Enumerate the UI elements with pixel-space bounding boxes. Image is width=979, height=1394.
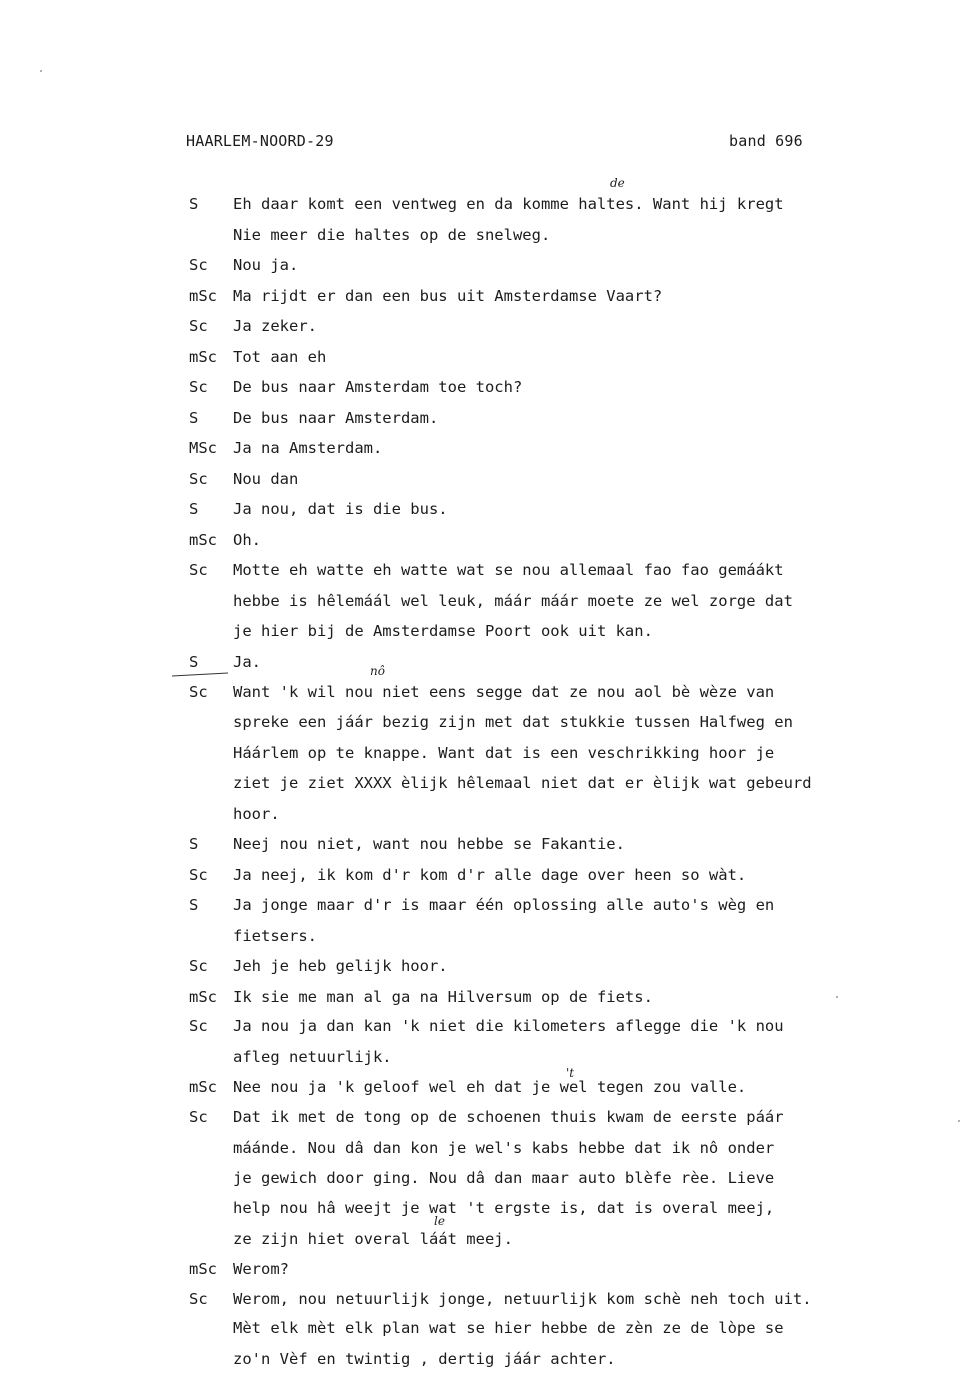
transcript-line — [0, 954, 979, 978]
transcript-line — [0, 589, 979, 613]
utterance-text: Jeh je heb gelijk hoor. — [233, 957, 448, 975]
utterance-text: Motte eh watte eh watte wat se nou allemaal fao fao gemáákt — [233, 561, 784, 579]
utterance-text: je gewich door ging. Nou dâ dan maar auto blèfe rèe. Lieve — [233, 1169, 775, 1187]
transcript-line — [0, 192, 979, 216]
transcript-line — [0, 832, 979, 856]
speaker-label: Sc — [189, 957, 208, 975]
transcript-line — [0, 497, 979, 521]
transcript-line — [0, 314, 979, 338]
utterance-text: Nou ja. — [233, 256, 299, 274]
document-title: HAARLEM-NOORD-29 — [186, 132, 334, 150]
speaker-label: S — [189, 500, 199, 518]
transcript-line — [0, 1166, 979, 1190]
speaker-label: MSc — [189, 439, 217, 457]
band-number: band 696 — [729, 132, 803, 150]
transcript-line — [0, 1045, 979, 1069]
speaker-label: S — [189, 653, 199, 671]
speaker-label: mSc — [189, 1260, 217, 1278]
speaker-label: S — [189, 835, 199, 853]
speaker-label: Sc — [189, 683, 208, 701]
transcript-line — [0, 650, 979, 674]
utterance-text: hebbe is hêlemáál wel leuk, máár máár moete ze wel zorge dat — [233, 592, 793, 610]
speaker-label: mSc — [189, 1078, 217, 1096]
utterance-text: ze zijn hiet overal láát meej. — [233, 1230, 513, 1248]
speaker-label: Sc — [189, 256, 208, 274]
utterance-text: Ja neej, ik kom d'r kom d'r alle dage over heen so wàt. — [233, 866, 747, 884]
transcript-line — [0, 1014, 979, 1038]
transcript-line — [0, 284, 979, 308]
utterance-text: Dat ik met de tong op de schoenen thuis kwam de eerste páár — [233, 1108, 784, 1126]
transcript-line — [0, 406, 979, 430]
transcript-line — [0, 802, 979, 826]
transcript-line — [0, 985, 979, 1009]
utterance-text: Háárlem op te knappe. Want dat is een veschrikking hoor je — [233, 744, 775, 762]
utterance-text: Nee nou ja 'k geloof wel eh dat je wel tegen zou valle. — [233, 1078, 747, 1096]
utterance-text: máánde. Nou dâ dan kon je wel's kabs hebbe dat ik nô onder — [233, 1139, 775, 1157]
utterance-text: Neej nou niet, want nou hebbe se Fakantie. — [233, 835, 625, 853]
transcript-line — [0, 771, 979, 795]
utterance-text: Ja nou ja dan kan 'k niet die kilometers aflegge die 'k nou — [233, 1017, 784, 1035]
transcript-line — [0, 680, 979, 704]
utterance-text: Ja zeker. — [233, 317, 317, 335]
transcript-line — [0, 1316, 979, 1340]
transcript-line — [0, 1227, 979, 1251]
speaker-label: S — [189, 195, 199, 213]
utterance-text: je hier bij de Amsterdamse Poort ook uit kan. — [233, 622, 653, 640]
utterance-text: Ja na Amsterdam. — [233, 439, 383, 457]
transcript-line — [0, 893, 979, 917]
speaker-label: Sc — [189, 561, 208, 579]
utterance-text: Mèt elk mèt elk plan wat se hier hebbe de zèn ze de lòpe se — [233, 1319, 784, 1337]
transcript-line — [0, 467, 979, 491]
utterance-text: Oh. — [233, 531, 261, 549]
speaker-label: Sc — [189, 470, 208, 488]
transcript-line — [0, 253, 979, 277]
speaker-label: Sc — [189, 378, 208, 396]
utterance-text: Werom? — [233, 1260, 289, 1278]
utterance-text: Ja jonge maar d'r is maar één oplossing alle auto's wèg en — [233, 896, 775, 914]
transcript-line — [0, 345, 979, 369]
utterance-text: Ik sie me man al ga na Hilversum op de fiets. — [233, 988, 653, 1006]
transcript-line — [0, 558, 979, 582]
speaker-label: mSc — [189, 348, 217, 366]
utterance-text: afleg netuurlijk. — [233, 1048, 392, 1066]
utterance-text: zo'n Vèf en twintig , dertig jáár achter. — [233, 1350, 616, 1368]
utterance-text: Ja nou, dat is die bus. — [233, 500, 448, 518]
paper-speck — [836, 996, 838, 998]
speaker-label: Sc — [189, 1017, 208, 1035]
speaker-label: Sc — [189, 866, 208, 884]
transcript-line — [0, 619, 979, 643]
utterance-text: fietsers. — [233, 927, 317, 945]
speaker-label: S — [189, 409, 199, 427]
transcript-line — [0, 1075, 979, 1099]
speaker-label: Sc — [189, 1108, 208, 1126]
speaker-label: Sc — [189, 317, 208, 335]
utterance-text: Nou dan — [233, 470, 299, 488]
transcript-line — [0, 863, 979, 887]
handwritten-annotation: 't — [566, 1066, 575, 1080]
utterance-text: Werom, nou netuurlijk jonge, netuurlijk kom schè neh toch uit. — [233, 1290, 812, 1308]
transcript-line — [0, 1105, 979, 1129]
speaker-label: mSc — [189, 531, 217, 549]
utterance-text: Ja. — [233, 653, 261, 671]
utterance-text: Want 'k wil nou niet eens segge dat ze nou aol bè wèze van — [233, 683, 775, 701]
transcript-line — [0, 1257, 979, 1281]
transcript-line — [0, 741, 979, 765]
handwritten-annotation: de — [610, 176, 625, 190]
utterance-text: Ma rijdt er dan een bus uit Amsterdamse Vaart? — [233, 287, 663, 305]
speaker-label: mSc — [189, 988, 217, 1006]
utterance-text: Nie meer die haltes op de snelweg. — [233, 226, 551, 244]
transcript-line — [0, 1347, 979, 1371]
speaker-label: mSc — [189, 287, 217, 305]
utterance-text: Eh daar komt een ventweg en da komme haltes. Want hij kregt — [233, 195, 784, 213]
transcript-line — [0, 1136, 979, 1160]
utterance-text: Tot aan eh — [233, 348, 327, 366]
utterance-text: help nou hâ weejt je wat 't ergste is, dat is overal meej, — [233, 1199, 775, 1217]
utterance-text: spreke een jáár bezig zijn met dat stukkie tussen Halfweg en — [233, 713, 793, 731]
utterance-text: De bus naar Amsterdam toe toch? — [233, 378, 523, 396]
transcript-line — [0, 924, 979, 948]
paper-speck — [958, 1120, 960, 1122]
utterance-text: hoor. — [233, 805, 280, 823]
transcript-line — [0, 223, 979, 247]
utterance-text: ziet je ziet XXXX èlijk hêlemaal niet dat er èlijk wat gebeurd — [233, 774, 812, 792]
handwritten-annotation: le — [434, 1214, 445, 1228]
transcript-line — [0, 710, 979, 734]
speaker-label: S — [189, 896, 199, 914]
transcript-line — [0, 1196, 979, 1220]
transcript-line — [0, 436, 979, 460]
transcript-line — [0, 1287, 979, 1311]
utterance-text: De bus naar Amsterdam. — [233, 409, 439, 427]
transcript-line — [0, 528, 979, 552]
handwritten-annotation: nô — [370, 664, 385, 678]
speaker-label: Sc — [189, 1290, 208, 1308]
transcript-line — [0, 375, 979, 399]
paper-speck — [40, 70, 42, 72]
